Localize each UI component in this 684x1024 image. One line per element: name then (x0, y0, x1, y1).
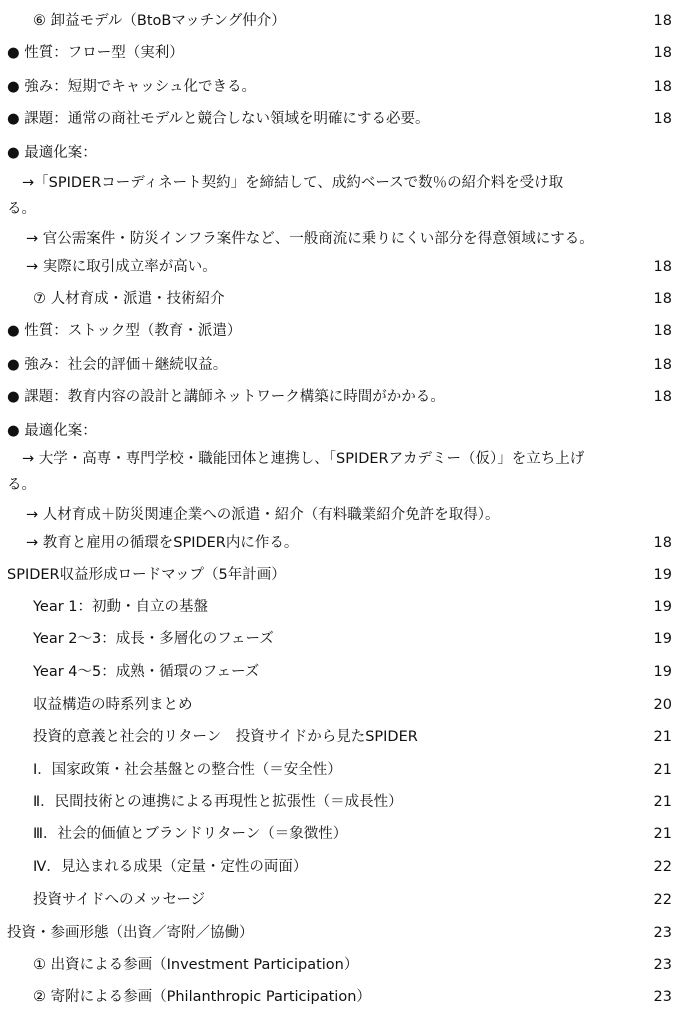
toc-entry-text: ● 性質：ストック型（教育・派遣） (7, 323, 242, 339)
toc-entry-text: → 実際に取引成立率が高い。 (26, 259, 217, 275)
toc-entry[interactable] (0, 76, 684, 98)
toc-entry[interactable] (0, 228, 684, 250)
toc-entry-text: ● 強み：社会的評価＋継続収益。 (7, 357, 228, 373)
toc-entry-page: 21 (653, 762, 672, 778)
toc-entry[interactable] (0, 386, 684, 408)
toc-entry-text: 収益構造の時系列まとめ (33, 697, 193, 713)
toc-entry-text: Year 2〜3：成長・多層化のフェーズ (33, 631, 274, 647)
toc-entry-text: Ⅱ．民間技術との連携による再現性と拡張性（＝成長性） (33, 794, 403, 810)
toc-entry-page: 23 (653, 957, 672, 973)
toc-entry-text: ● 性質：フロー型（実利） (7, 45, 184, 61)
toc-entry-page: 19 (653, 567, 672, 583)
toc-entry-page: 18 (653, 291, 672, 307)
toc-entry-page: 18 (653, 45, 672, 61)
toc-entry-text: Year 4〜5：成熟・循環のフェーズ (33, 664, 260, 680)
toc-entry-page: 21 (653, 826, 672, 842)
toc-entry-text: る。 (7, 477, 36, 493)
toc-entry-page: 22 (653, 859, 672, 875)
toc-entry-model-7[interactable] (0, 288, 684, 310)
toc-entry-model-6[interactable] (0, 10, 684, 32)
toc-entry-text: → 大学・高専・専門学校・職能団体と連携し、「SPIDERアカデミー（仮）」を立ち上げ (22, 451, 585, 467)
toc-entry-text: Year 1：初動・自立の基盤 (33, 599, 209, 615)
toc-entry-roadmap[interactable] (0, 564, 684, 586)
toc-entry[interactable] (0, 448, 684, 470)
toc-entry-text: → 人材育成＋防災関連企業への派遣・紹介（有料職業紹介免許を取得）。 (26, 507, 500, 523)
toc-entry-page: 18 (653, 259, 672, 275)
toc-entry[interactable] (0, 954, 684, 976)
toc-entry-text: る。 (7, 201, 36, 217)
toc-entry-text: ● 強み：短期でキャッシュ化できる。 (7, 79, 256, 95)
toc-entry[interactable] (0, 856, 684, 878)
toc-entry-text: Ⅰ．国家政策・社会基盤との整合性（＝安全性） (33, 762, 342, 778)
toc-entry-text: 投資的意義と社会的リターン 投資サイドから見たSPIDER (33, 729, 418, 745)
toc-entry-text: Ⅳ．見込まれる成果（定量・定性の両面） (33, 859, 308, 875)
toc-entry-page: 23 (653, 989, 672, 1005)
toc-entry-text: 投資・参画形態（出資／寄附／協働） (7, 925, 254, 941)
toc-entry-text: 投資サイドへのメッセージ (33, 892, 206, 908)
toc-entry[interactable] (0, 256, 684, 278)
toc-entry[interactable] (0, 172, 684, 194)
toc-entry-page: 18 (653, 357, 672, 373)
toc-entry-page: 19 (653, 664, 672, 680)
toc-entry-text: ● 課題：教育内容の設計と講師ネットワーク構築に時間がかかる。 (7, 389, 445, 405)
toc-entry-page: 22 (653, 892, 672, 908)
toc-entry[interactable] (0, 661, 684, 683)
toc-entry[interactable] (0, 791, 684, 813)
toc-entry-page: 19 (653, 599, 672, 615)
toc-entry[interactable] (0, 354, 684, 376)
toc-entry-page: 18 (653, 79, 672, 95)
toc-entry[interactable] (0, 42, 684, 64)
toc-entry-text: ⑥ 卸益モデル（BtoBマッチング仲介） (33, 13, 286, 29)
toc-entry-text: SPIDER収益形成ロードマップ（5年計画） (7, 567, 286, 583)
toc-entry-text: ● 最適化案： (7, 145, 97, 161)
toc-entry[interactable] (0, 198, 684, 220)
toc-entry[interactable] (0, 823, 684, 845)
toc-entry[interactable] (0, 986, 684, 1008)
toc-entry-page: 20 (653, 697, 672, 713)
toc-entry-page: 18 (653, 323, 672, 339)
toc-entry-text: → 官公需案件・防災インフラ案件など、一般商流に乗りにくい部分を得意領域にする。 (26, 231, 594, 247)
toc-entry[interactable] (0, 142, 684, 164)
toc-entry[interactable] (0, 474, 684, 496)
toc-entry-text: ● 課題：通常の商社モデルと競合しない領域を明確にする必要。 (7, 111, 430, 127)
toc-entry[interactable] (0, 420, 684, 442)
toc-entry-page: 18 (653, 389, 672, 405)
toc-entry-page: 21 (653, 794, 672, 810)
toc-entry[interactable] (0, 532, 684, 554)
toc-entry-page: 18 (653, 535, 672, 551)
toc-entry[interactable] (0, 726, 684, 748)
toc-entry[interactable] (0, 504, 684, 526)
toc-entry-page: 18 (653, 111, 672, 127)
toc-entry-text: ② 寄附による参画（Philanthropic Participation） (33, 989, 371, 1005)
toc-entry[interactable] (0, 694, 684, 716)
toc-entry[interactable] (0, 596, 684, 618)
toc-entry-text: →「SPIDERコーディネート契約」を締結して、成約ベースで数％の紹介料を受け取 (22, 175, 564, 191)
toc-entry[interactable] (0, 759, 684, 781)
toc-entry[interactable] (0, 889, 684, 911)
toc-entry-text: Ⅲ．社会的価値とブランドリターン（＝象徴性） (33, 826, 348, 842)
toc-entry-investment[interactable] (0, 922, 684, 944)
toc-entry-text: ● 最適化案： (7, 423, 97, 439)
toc-entry-page: 21 (653, 729, 672, 745)
toc-entry-text: ⑦ 人材育成・派遣・技術紹介 (33, 291, 225, 307)
toc-entry-page: 18 (653, 13, 672, 29)
toc-entry-page: 19 (653, 631, 672, 647)
toc-entry-text: → 教育と雇用の循環をSPIDER内に作る。 (26, 535, 299, 551)
toc-entry-page: 23 (653, 925, 672, 941)
toc-entry[interactable] (0, 320, 684, 342)
toc-entry[interactable] (0, 628, 684, 650)
toc-entry[interactable] (0, 108, 684, 130)
toc-entry-text: ① 出資による参画（Investment Participation） (33, 957, 359, 973)
